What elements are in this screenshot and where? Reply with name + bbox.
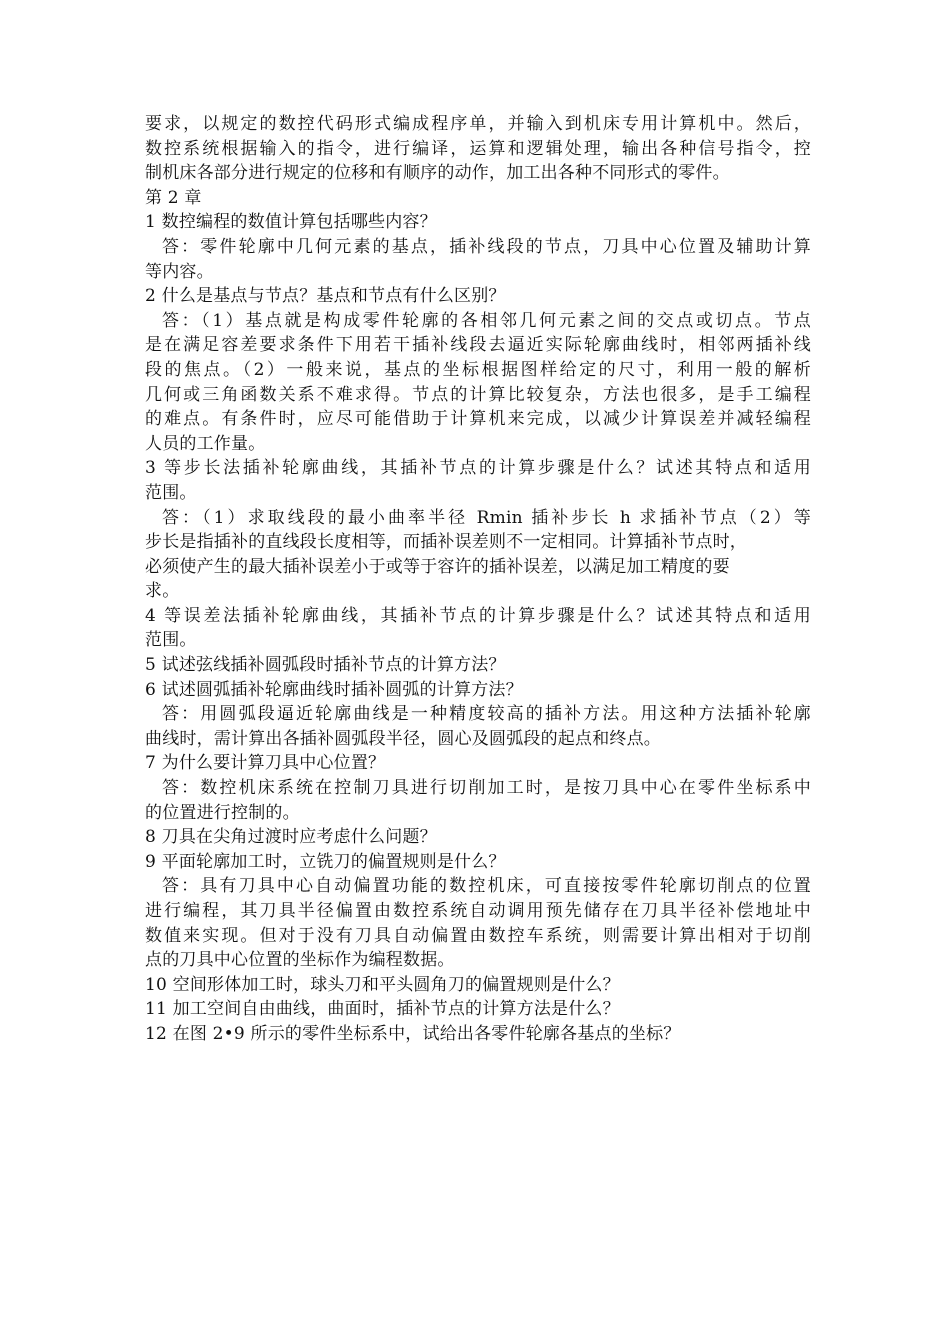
text-line: 答：具有刀具中心自动偏置功能的数控机床，可直接按零件轮廓切削点的位置 [162,876,811,897]
text-line: 段的焦点。（2）一般来说，基点的坐标根据图样给定的尺寸，利用一般的解析 [145,359,811,380]
text-line: 的难点。有条件时，应尽可能借助于计算机来完成，以减少计算误差并减轻编程 [145,409,811,430]
text-line: 12 在图 2•9 所示的零件坐标系中，试给出各零件轮廓各基点的坐标？ [145,1023,681,1044]
text-line: 范围。 [145,630,197,651]
text-line: 求。 [145,581,180,602]
text-line: 答：零件轮廓中几何元素的基点，插补线段的节点，刀具中心位置及辅助计算 [162,236,811,257]
text-line: 2 什么是基点与节点？基点和节点有什么区别？ [145,286,506,307]
text-line: 几何或三角函数关系不难求得。节点的计算比较复杂，方法也很多，是手工编程 [145,384,811,405]
text-line: 答：（1）求取线段的最小曲率半径 Rmin 插补步长 h 求插补节点（2）等 [162,507,811,528]
text-line: 6 试述圆弧插补轮廓曲线时插补圆弧的计算方法？ [145,679,523,700]
text-line: 11 加工空间自由曲线，曲面时，插补节点的计算方法是什么？ [145,999,620,1020]
text-line: 数值来实现。但对于没有刀具自动偏置由数控车系统，则需要计算出相对于切削 [145,925,811,946]
text-line: 是在满足容差要求条件下用若干插补线段去逼近实际轮廓曲线时，相邻两插补线 [145,335,811,356]
text-line: 进行编程，其刀具半径偏置由数控系统自动调用预先储存在刀具半径补偿地址中 [145,901,811,921]
text-line: 答：（1）基点就是构成零件轮廓的各相邻几何元素之间的交点或切点。节点 [162,310,811,331]
text-line: 曲线时，需计算出各插补圆弧段半径，圆心及圆弧段的起点和终点。 [145,728,661,749]
text-line: 数控系统根据输入的指令，进行编译，运算和逻辑处理，输出各种信号指令，控 [145,138,811,159]
text-line: 8 刀具在尖角过渡时应考虑什么问题？ [145,827,437,848]
text-line: 9 平面轮廓加工时，立铣刀的偏置规则是什么？ [145,851,506,872]
text-line: 10 空间形体加工时，球头刀和平头圆角刀的偏置规则是什么？ [145,974,620,995]
text-line: 等内容。 [145,261,214,282]
text-line: 人员的工作量。 [145,433,266,454]
text-line: 制机床各部分进行规定的位移和有顺序的动作，加工出各种不同形式的零件。 [145,163,730,184]
text-line: 5 试述弦线插补圆弧段时插补节点的计算方法？ [145,655,506,676]
text-line: 要求，以规定的数控代码形式编成程序单，并输入到机床专用计算机中。然后， [145,114,811,134]
text-line: 答：数控机床系统在控制刀具进行切削加工时，是按刀具中心在零件坐标系中 [162,778,811,799]
text-line: 范围。 [145,482,197,503]
text-line: 点的刀具中心位置的坐标作为编程数据。 [145,950,455,971]
text-line: 必须使产生的最大插补误差小于或等于容许的插补误差，以满足加工精度的要 [145,556,730,577]
text-line: 1 数控编程的数值计算包括哪些内容？ [145,212,437,233]
text-line: 7 为什么要计算刀具中心位置？ [145,753,386,774]
text-line: 4 等误差法插补轮廓曲线，其插补节点的计算步骤是什么？试述其特点和适用 [145,605,811,626]
document-body [145,112,811,1047]
text-line: 第 2 章 [145,187,202,208]
text-line: 3 等步长法插补轮廓曲线，其插补节点的计算步骤是什么？试述其特点和适用 [145,458,811,479]
text-line: 答：用圆弧段逼近轮廓曲线是一种精度较高的插补方法。用这种方法插补轮廓 [162,704,811,725]
text-line: 的位置进行控制的。 [145,802,300,823]
text-line: 步长是指插补的直线段长度相等，而插补误差则不一定相同。计算插补节点时， [145,532,747,553]
